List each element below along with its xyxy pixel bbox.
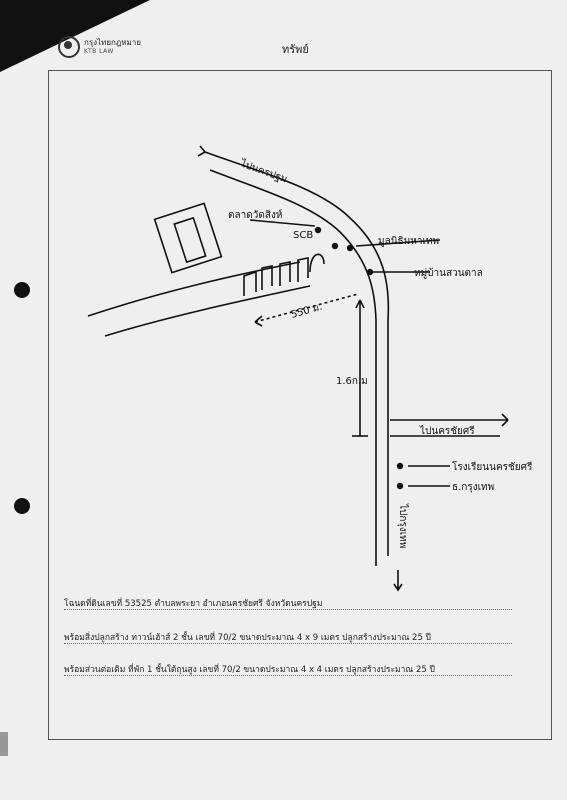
label-krungthai-bank: ธ.กรุงเทพ	[452, 482, 495, 493]
label-scb: SCB	[293, 230, 314, 241]
page-title: ทรัพย์	[282, 43, 309, 56]
label-suan-tan-village: หมู่บ้านสวนตาล	[414, 268, 483, 279]
label-to-nakhon-chai-si: ไปนครชัยศรี	[420, 426, 475, 437]
label-nakhon-chai-si-school: โรงเรียนนครชัยศรี	[452, 462, 533, 473]
label-distance-1-6km: 1.6ก.ม	[336, 376, 368, 387]
logo-en-text: KTB LAW	[84, 48, 114, 55]
label-to-nakhon-pathom: ไปนครปฐม	[238, 158, 289, 186]
label-wat-sing-market: ตลาดวัดสิงห์	[228, 210, 283, 221]
extension-line: พร้อมส่วนต่อเติม ที่พัก 1 ชั้นใต้ถุนสูง เลขที่ 70/2 ขนาดประมาณ 4 x 4 เมตร ปลูกสร้างประมาณ 25 ปี	[64, 665, 435, 675]
underline-1	[64, 609, 512, 610]
building-line: พร้อมสิ่งปลูกสร้าง ทาวน์เฮ้าส์ 2 ชั้น เลขที่ 70/2 ขนาดประมาณ 4 x 9 เมตร ปลูกสร้างประมาณ 25 ปี	[64, 633, 431, 643]
label-to-bangkok: ไปกรุงเทพ	[397, 504, 408, 549]
label-mahanakhon-foundation: มูลนิธิมหาเทพ	[378, 236, 440, 247]
title-deed-line: โฉนดที่ดินเลขที่ 53525 ตำบลพระยา อำเภอนครชัยศรี จังหวัดนครปฐม	[64, 599, 323, 609]
underline-3	[64, 675, 512, 676]
underline-2	[64, 643, 512, 644]
logo-thai-text: กรุงไทยกฎหมาย	[84, 38, 141, 47]
label-distance-550: 550 ม.	[289, 301, 324, 321]
